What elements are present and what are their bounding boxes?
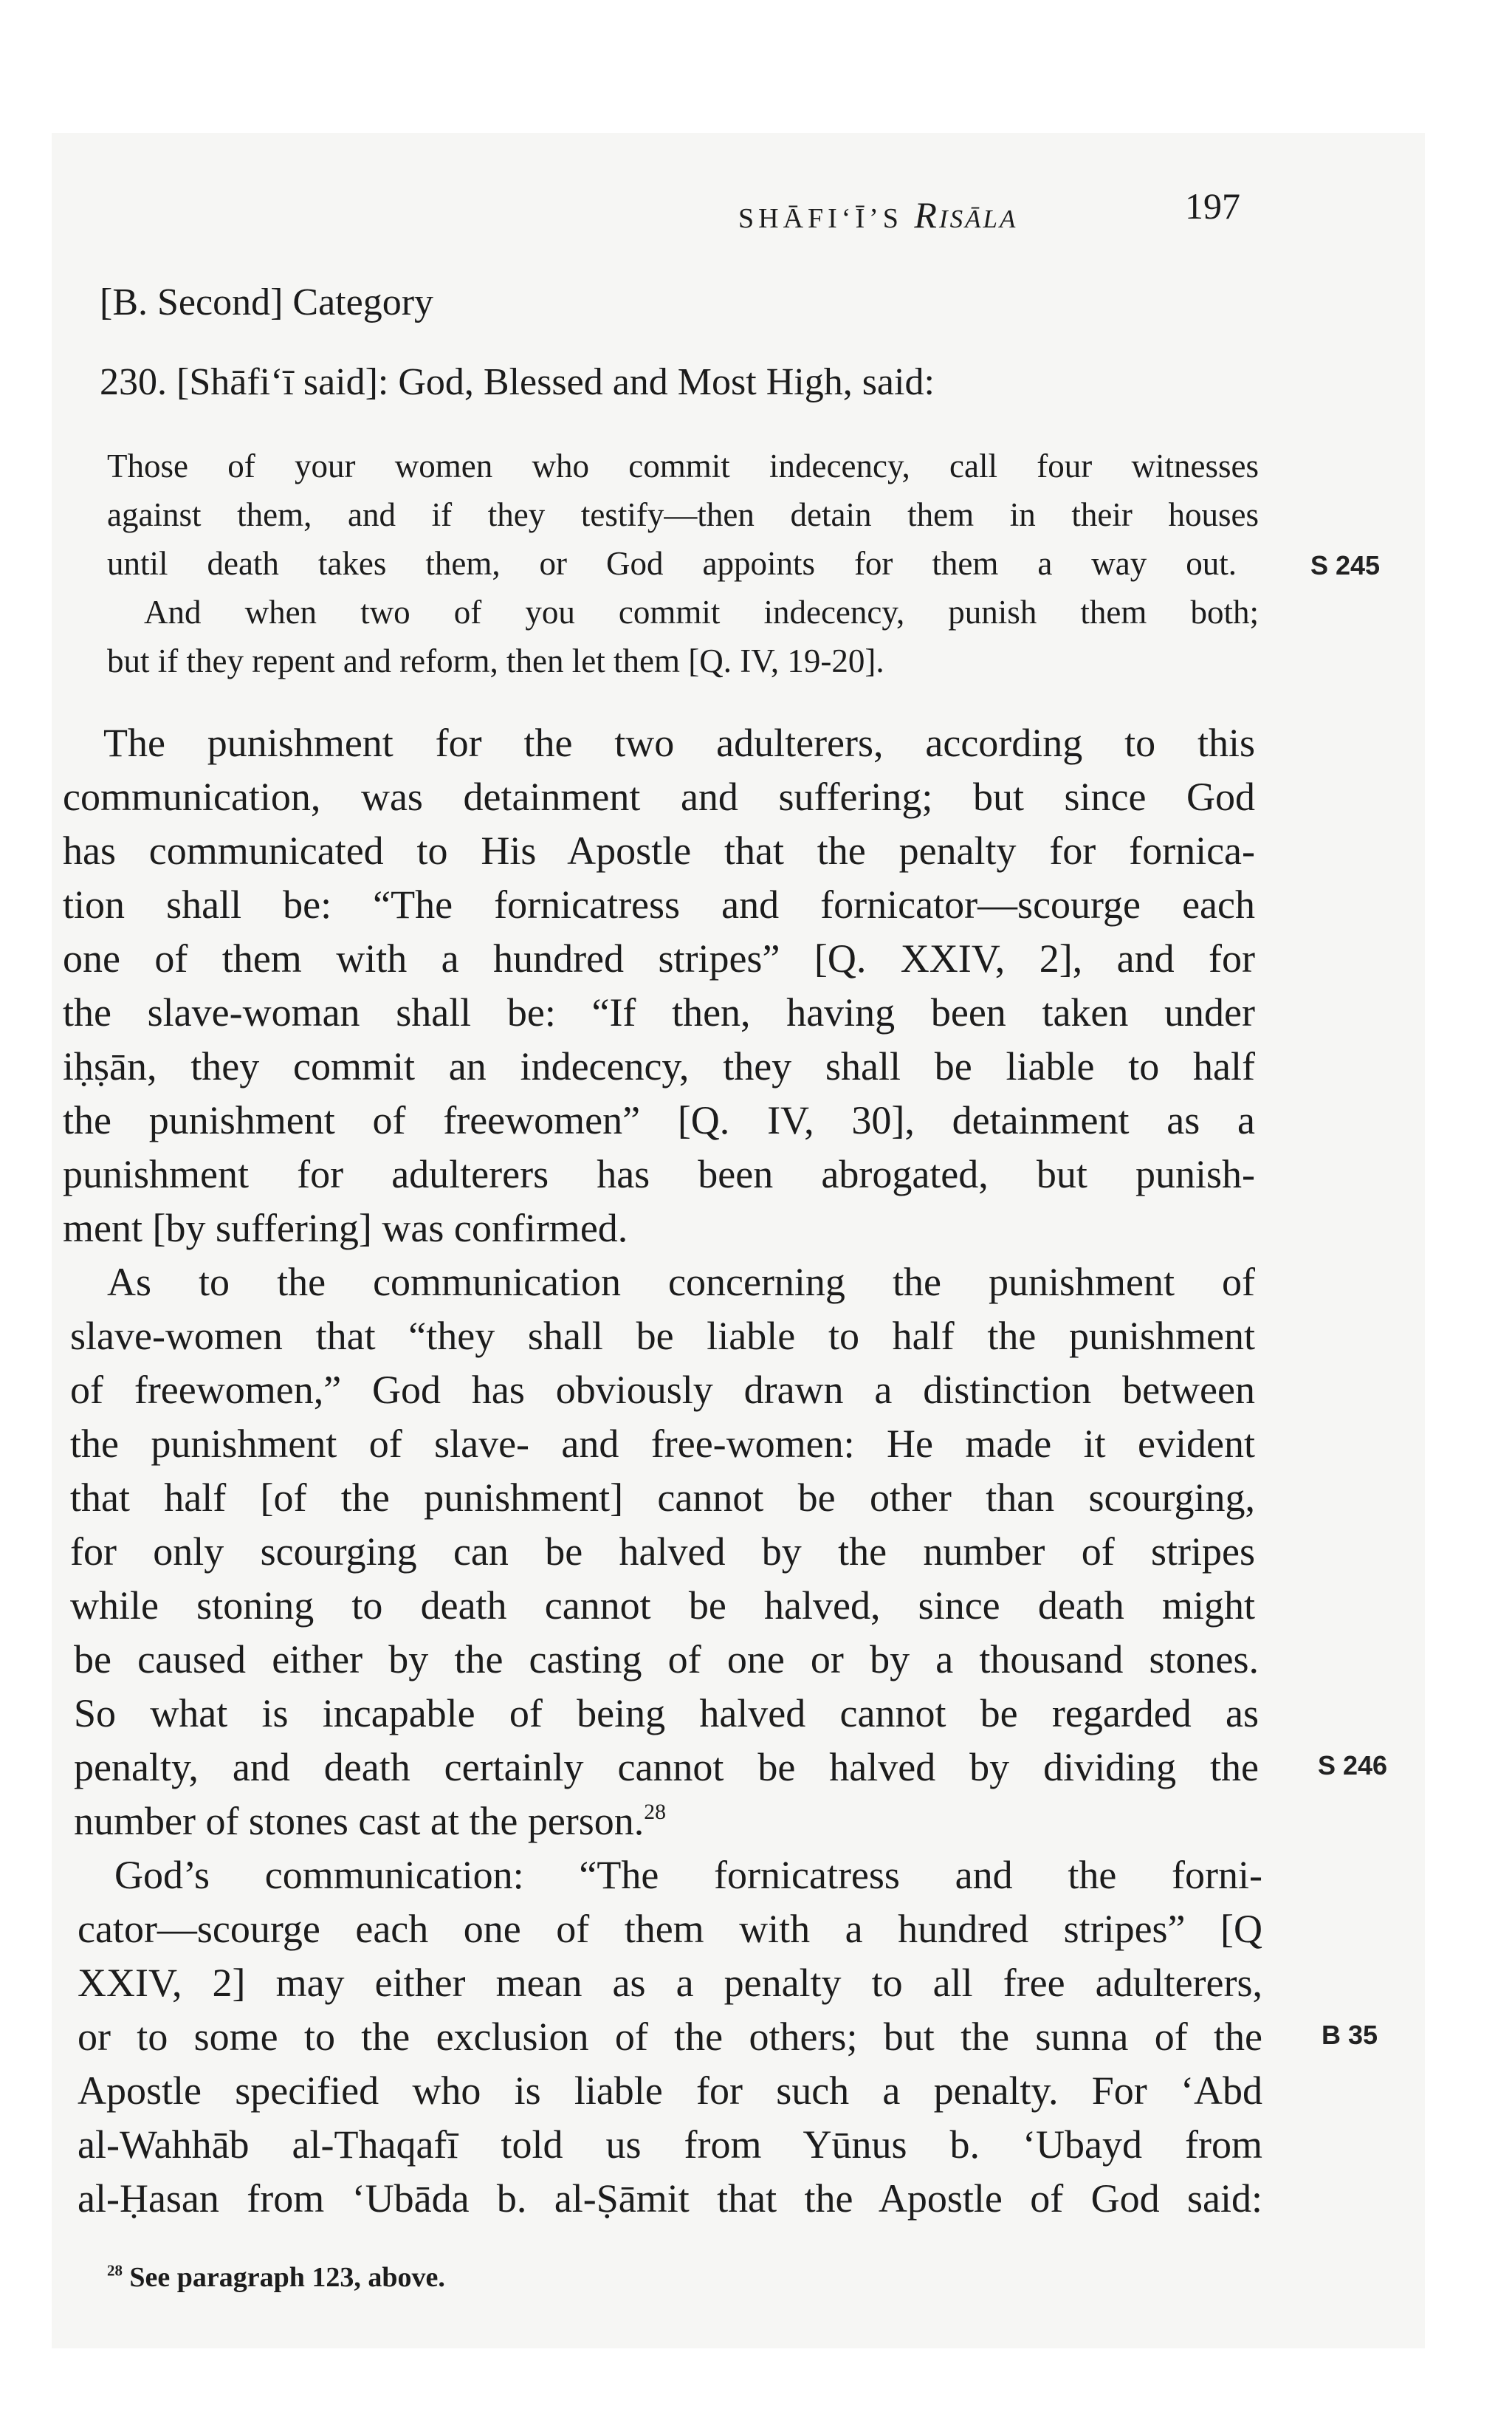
body-line: be caused either by the casting of one or by a thousand stones. [74, 1637, 1259, 1681]
body-line: or to some to the exclusion of the others; but the sunna of the [78, 2015, 1262, 2059]
quote-line: against them, and if they testify—then detain them in their houses [107, 496, 1259, 533]
body-line: iḥṣān, they commit an indecency, they shall be liable to half [63, 1044, 1255, 1089]
body-line [74, 1798, 901, 1844]
margin-reference-b35: B 35 [1322, 2020, 1378, 2050]
body-line: of freewomen,” God has obviously drawn a distinction between [70, 1368, 1255, 1412]
page-number: 197 [1185, 185, 1240, 227]
section-heading: [B. Second] Category [100, 281, 434, 323]
body-line: al-Wahhāb al-Thaqafī told us from Yūnus b. ‘Ubayd from [78, 2122, 1262, 2167]
footnote [107, 2261, 445, 2294]
body-line: The punishment for the two adulterers, according to this [103, 721, 1255, 765]
body-line: As to the communication concerning the punishment of [107, 1260, 1255, 1304]
body-line: one of them with a hundred stripes” [Q. XXIV, 2], and for [63, 936, 1255, 981]
body-line: slave-women that “they shall be liable to half the punishment [70, 1314, 1255, 1358]
running-header [738, 185, 1240, 244]
body-line: has communicated to His Apostle that the penalty for fornica- [63, 829, 1255, 873]
body-line: Apostle specified who is liable for such a penalty. For ‘Abd [78, 2068, 1262, 2113]
body-line: So what is incapable of being halved cannot be regarded as [74, 1691, 1259, 1735]
body-line: God’s communication: “The fornicatress and the forni- [114, 1853, 1262, 1897]
body-line: tion shall be: “The fornicatress and fornicator—scourge each [63, 882, 1255, 927]
footnote-text: See paragraph 123, above. [129, 2262, 445, 2293]
margin-reference-s245: S 245 [1310, 550, 1381, 580]
running-title [738, 193, 1017, 236]
body-line: communication, was detainment and suffering; but since God [63, 775, 1255, 819]
quote-line: Those of your women who commit indecency, call four witnesses [107, 448, 1259, 484]
body-line: ment [by suffering] was confirmed. [63, 1206, 628, 1250]
paragraph-230-intro: 230. [Shāfi‘ī said]: God, Blessed and Most High, said: [100, 361, 935, 403]
body-line: punishment for adulterers has been abrogated, but punish- [63, 1152, 1255, 1196]
footnote-number: 28 [107, 2261, 123, 2280]
body-line: al-Ḥasan from ‘Ubāda b. al-Ṣāmit that the Apostle of God said: [78, 2176, 1262, 2221]
body-line-text: number of stones cast at the person. [74, 1799, 645, 1843]
quote-line: until death takes them, or God appoints for them a way out. [107, 545, 1237, 582]
body-line: while stoning to death cannot be halved, since death might [70, 1583, 1255, 1628]
body-line: penalty, and death certainly cannot be halved by dividing the [74, 1745, 1259, 1789]
body-line: the punishment of slave- and free-women: He made it evident [70, 1422, 1255, 1466]
body-line: cator—scourge each one of them with a hundred stripes” [Q [78, 1907, 1262, 1951]
quote-line: but if they repent and reform, then let them [Q. IV, 19-20]. [107, 642, 884, 679]
body-line: XXIV, 2] may either mean as a penalty to all free adulterers, [78, 1961, 1262, 2005]
body-line: for only scourging can be halved by the number of stripes [70, 1529, 1255, 1574]
quote-line: And when two of you commit indecency, punish them both; [144, 594, 1259, 631]
margin-reference-s246: S 246 [1318, 1750, 1388, 1780]
body-line: the slave-woman shall be: “If then, having been taken under [63, 990, 1255, 1035]
running-title-author: SHĀFI‘Ī’S [738, 203, 903, 234]
footnote-reference: 28 [644, 1800, 666, 1825]
body-line: that half [of the punishment] cannot be other than scourging, [70, 1475, 1255, 1520]
body-line: the punishment of freewomen” [Q. IV, 30], detainment as a [63, 1098, 1255, 1142]
running-title-work: Risāla [914, 194, 1018, 236]
